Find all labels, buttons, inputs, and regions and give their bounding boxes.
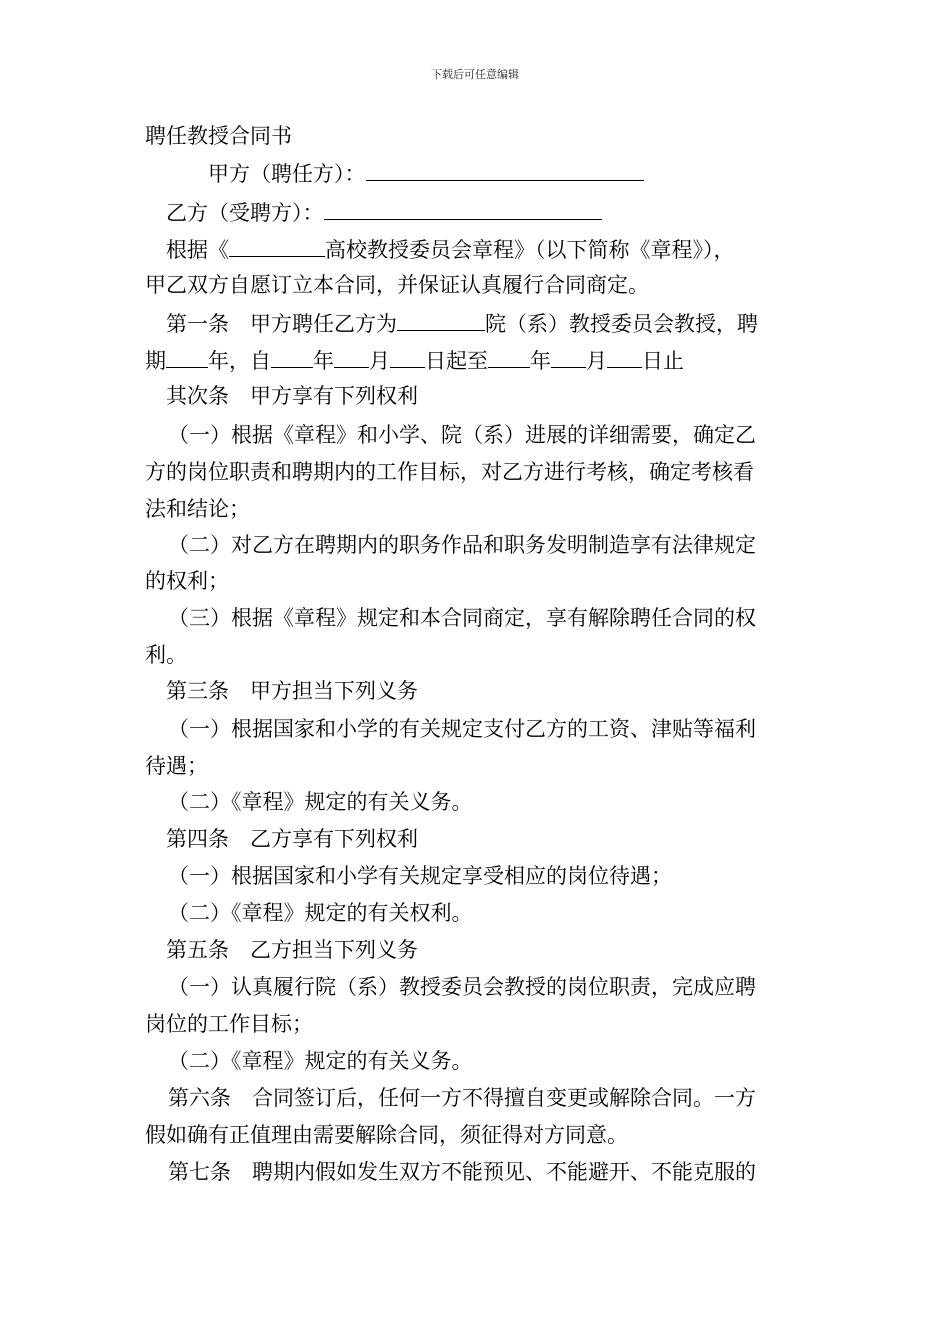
art1-text-j: 日止	[642, 349, 684, 373]
art2-item3-line1: （三）根据《章程》规定和本合同商定，享有解除聘任合同的权	[168, 606, 756, 630]
art6-line1: 第六条 合同签订后，任何一方不得擅自变更或解除合同。一方	[168, 1086, 756, 1110]
university-name-blank[interactable]	[229, 234, 325, 257]
art2-item2-line2: 的权利；	[145, 569, 229, 593]
art7-line1: 第七条 聘期内假如发生双方不能预见、不能避开、不能克服的	[168, 1160, 756, 1184]
preamble-text-a: 根据《	[166, 238, 229, 262]
page-header: 下载后可任意编辑	[431, 68, 519, 81]
art1-text-e: 年	[313, 349, 334, 373]
art1-text-g: 日起至	[425, 349, 488, 373]
art5-item1-line2: 岗位的工作目标；	[145, 1012, 313, 1036]
art4-item1: （一）根据国家和小学有关规定享受相应的岗位待遇；	[168, 864, 672, 888]
party-b-label: 乙方（受聘方）：	[166, 201, 324, 225]
document-title: 聘任教授合同书	[145, 124, 292, 148]
art1-line-1	[166, 308, 758, 338]
art3-item1-line2: 待遇；	[145, 754, 208, 778]
art2-item1-line1: （一）根据《章程》和小学、院（系）进展的详细需要，确定乙	[168, 423, 756, 447]
art3-item2: （二）《章程》规定的有关义务。	[168, 790, 473, 814]
art1-text-i: 月	[586, 349, 607, 373]
preamble-text-b: 高校教授委员会章程》（以下简称《章程》），	[325, 238, 735, 262]
art2-item3-line2: 利。	[145, 643, 187, 667]
art5-item1-line1: （一）认真履行院（系）教授委员会教授的岗位职责，完成应聘	[168, 975, 756, 999]
art1-line-2	[145, 345, 684, 375]
art3-item1-line1: （一）根据国家和小学的有关规定支付乙方的工资、津贴等福利	[168, 717, 756, 741]
art2-item1-line2: 方的岗位职责和聘期内的工作目标，对乙方进行考核，确定考核看	[145, 460, 754, 484]
art1-text-c: 期	[145, 349, 166, 373]
party-b-line	[166, 197, 602, 227]
end-day-blank[interactable]	[607, 345, 642, 368]
art4-title: 第四条 乙方享有下列权利	[166, 827, 418, 851]
start-year-blank[interactable]	[271, 345, 313, 368]
art6-line2: 假如确有正值理由需要解除合同，须征得对方同意。	[145, 1123, 628, 1147]
art1-text-b: 院（系）教授委员会教授，聘	[485, 312, 758, 336]
department-blank[interactable]	[397, 308, 485, 331]
end-year-blank[interactable]	[488, 345, 530, 368]
art2-title: 其次条 甲方享有下列权利	[166, 384, 418, 408]
party-a-label: 甲方（聘任方）：	[208, 162, 366, 186]
term-years-blank[interactable]	[166, 345, 208, 368]
party-a-line	[208, 158, 644, 188]
preamble-line-2: 甲乙双方自愿订立本合同，并保证认真履行合同商定。	[145, 273, 649, 297]
start-day-blank[interactable]	[390, 345, 425, 368]
preamble-line-1	[166, 234, 735, 264]
art5-title: 第五条 乙方担当下列义务	[166, 938, 418, 962]
art1-text-h: 年	[530, 349, 551, 373]
end-month-blank[interactable]	[551, 345, 586, 368]
art2-item1-line3: 法和结论；	[145, 497, 250, 521]
art2-item2-line1: （二）对乙方在聘期内的职务作品和职务发明制造享有法律规定	[168, 533, 756, 557]
art3-title: 第三条 甲方担当下列义务	[166, 679, 418, 703]
art1-text-a: 第一条 甲方聘任乙方为	[166, 312, 397, 336]
party-a-blank[interactable]	[366, 158, 644, 181]
start-month-blank[interactable]	[334, 345, 369, 368]
art1-text-d: 年，自	[208, 349, 271, 373]
party-b-blank[interactable]	[324, 197, 602, 220]
art5-item2: （二）《章程》规定的有关义务。	[168, 1049, 473, 1073]
art1-text-f: 月	[369, 349, 390, 373]
art4-item2: （二）《章程》规定的有关权利。	[168, 901, 473, 925]
